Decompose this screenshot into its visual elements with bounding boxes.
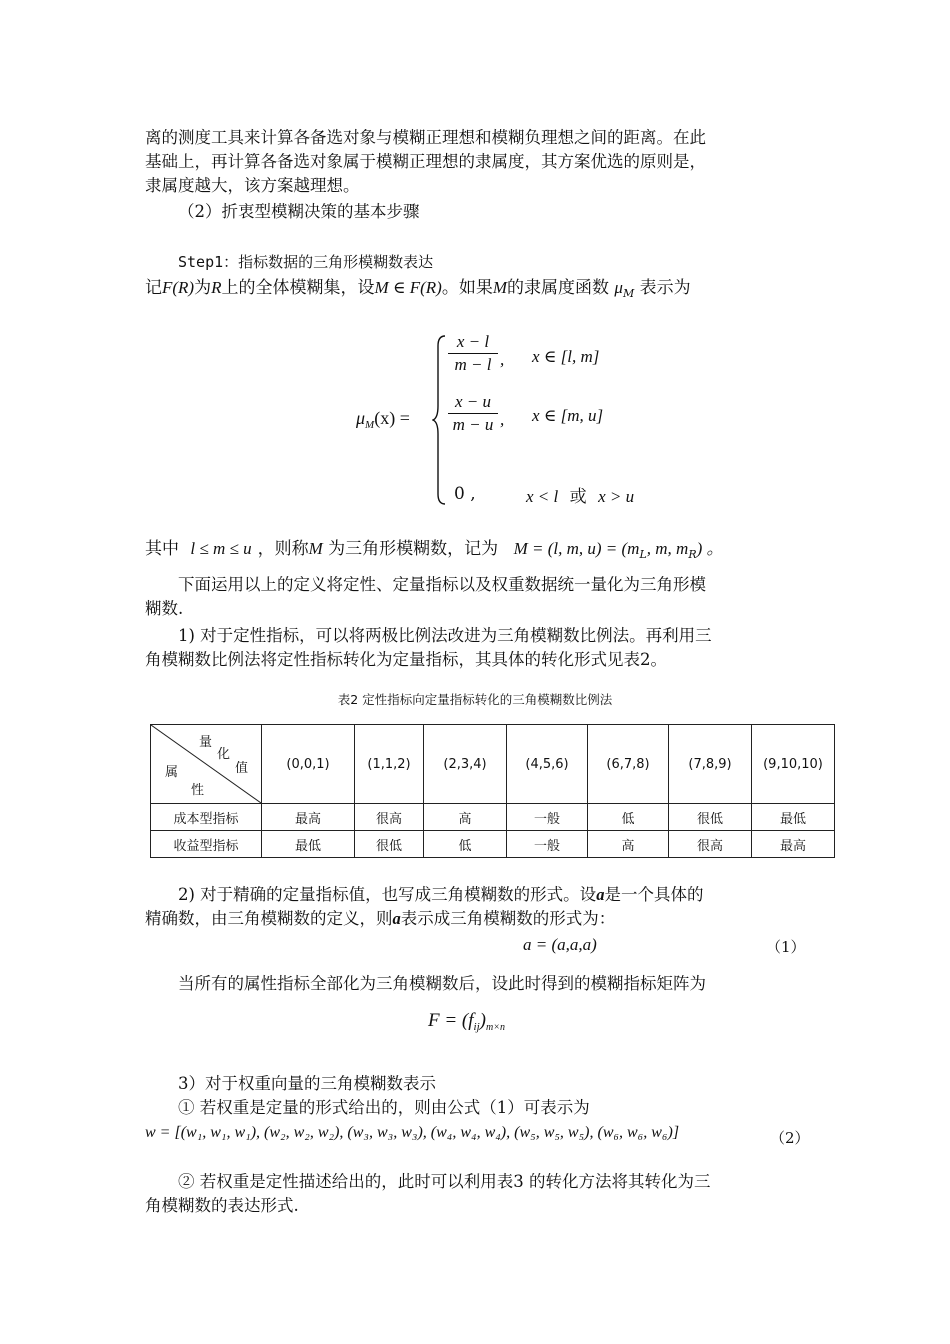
fraction-bar <box>448 353 498 354</box>
math-arg: (x) = <box>374 408 410 428</box>
text: 精确数，由三角模糊数的定义，则 <box>145 909 393 928</box>
sub-R: R <box>688 548 697 561</box>
math-mu: μ <box>614 278 623 297</box>
header-top-1: 量 <box>199 735 213 750</box>
definition-line <box>145 276 805 306</box>
text-line <box>145 883 805 907</box>
table-cell: 最低 <box>262 831 355 858</box>
math-mu: μ <box>356 408 366 428</box>
math-lmu: l ≤ m ≤ u <box>190 539 252 558</box>
table-cell: 最高 <box>752 831 835 858</box>
text-line: 基础上，再计算各备选对象属于模糊正理想的隶属度，其方案优选的原则是， <box>145 152 706 171</box>
paragraph-qualitative <box>145 624 805 672</box>
math-R: R <box>211 278 222 297</box>
case3-value: 0 , <box>454 484 476 504</box>
header-left-1: 属 <box>165 765 179 780</box>
paragraph-matrix: 当所有的属性指标全部化为三角模糊数后，设此时得到的模糊指标矩阵为 <box>178 974 706 993</box>
or-word: 或 <box>569 487 587 507</box>
math-triangular-end: ) 。 <box>696 539 724 558</box>
cond-b: x > u <box>598 487 635 506</box>
case1-fraction <box>448 332 498 375</box>
text-line: ② 若权重是定性描述给出的，此时可以利用表3 的转化方法将其转化为三 <box>178 1172 711 1191</box>
math-triangular-mid: , m, m <box>646 539 689 558</box>
table-caption: 表2 定性指标向定量指标转化的三角模糊数比例法 <box>337 692 613 707</box>
text-line: 糊数. <box>145 599 184 618</box>
numerator: x − l <box>456 332 490 351</box>
conversion-table <box>150 724 835 858</box>
cond-a: x < l <box>526 487 559 506</box>
header-left-2: 性 <box>191 783 205 798</box>
math-M: M <box>308 539 323 558</box>
table-cell: 低 <box>424 831 507 858</box>
table-row <box>151 831 835 858</box>
text-line: 1) 对于定性指标，可以将两极比例法改进为三角模糊数比例法。再利用三 <box>178 626 712 645</box>
step1-heading: Step1：指标数据的三角形模糊数表达 <box>178 253 434 271</box>
triangular-definition-line <box>145 537 805 567</box>
row-label: 成本型指标 <box>151 804 262 831</box>
paragraph-weight-qualitative <box>145 1170 805 1218</box>
text: 表示成三角模糊数的形式为： <box>400 909 616 928</box>
paragraph-precise <box>145 883 805 931</box>
text-line: 隶属度越大，该方案越理想。 <box>145 176 360 195</box>
math-mu-sub: M <box>622 287 635 300</box>
column-header: (6,7,8) <box>588 725 669 804</box>
text: 为 <box>194 278 212 298</box>
table-cell: 最高 <box>262 804 355 831</box>
math-a: a <box>596 885 605 904</box>
table-cell: 很高 <box>355 804 424 831</box>
table-cell: 高 <box>588 831 669 858</box>
table-row <box>151 804 835 831</box>
column-header: (0,0,1) <box>262 725 355 804</box>
fraction-bar <box>448 413 498 414</box>
case1-condition: x ∈ [l, m] <box>532 347 600 366</box>
math-M-in-FR: M ∈ F(R) <box>374 278 442 297</box>
equation-2-number: （2） <box>770 1129 810 1147</box>
text: ，则称 <box>257 539 309 559</box>
case2-condition: x ∈ [m, u] <box>532 406 604 425</box>
math-FR: F(R) <box>162 278 195 297</box>
column-header: (1,1,2) <box>355 725 424 804</box>
case2-comma: , <box>500 410 505 429</box>
text: 其中 <box>145 539 179 559</box>
math-M: M <box>492 278 507 297</box>
column-header: (4,5,6) <box>507 725 588 804</box>
section-heading-steps: （2）折衷型模糊决策的基本步骤 <box>178 202 420 221</box>
table-cell: 低 <box>588 804 669 831</box>
denominator: m − l <box>454 355 492 374</box>
math-a: a <box>392 909 401 928</box>
header-top-2: 化 <box>217 747 231 762</box>
matrix-sub: ij <box>473 1021 480 1033</box>
text-line <box>145 907 805 931</box>
row-label: 收益型指标 <box>151 831 262 858</box>
table-cell: 最低 <box>752 804 835 831</box>
text: 上的全体模糊集，设 <box>221 278 375 298</box>
matrix-equation <box>428 1010 505 1033</box>
numerator: x − u <box>454 392 492 411</box>
text: 表示为 <box>639 278 691 298</box>
table-cell: 一般 <box>507 831 588 858</box>
math-triangular: M = (l, m, u) = (m <box>513 539 640 558</box>
text: 2) 对于精确的定量指标值，也写成三角模糊数的形式。设 <box>178 885 597 904</box>
text-line: 离的测度工具来计算各备选对象与模糊正理想和模糊负理想之间的距离。在此 <box>145 128 706 147</box>
matrix-dim: m×n <box>486 1022 505 1033</box>
piecewise-lhs <box>356 408 410 431</box>
left-brace-icon <box>432 334 448 506</box>
case2-fraction <box>448 392 498 435</box>
table-cell: 一般 <box>507 804 588 831</box>
table-header-row <box>151 725 835 804</box>
table-cell: 很低 <box>669 804 752 831</box>
column-header: (2,3,4) <box>424 725 507 804</box>
text: 记 <box>145 278 162 298</box>
text: 为三角形模糊数，记为 <box>328 539 499 559</box>
matrix-close: ) <box>479 1010 486 1031</box>
table-cell: 很低 <box>355 831 424 858</box>
case1-comma: , <box>500 350 505 369</box>
paragraph-distance <box>145 126 805 198</box>
text-line: 下面运用以上的定义将定性、定量指标以及权重数据统一量化为三角形模 <box>178 575 706 594</box>
column-header: (9,10,10) <box>752 725 835 804</box>
paragraph-weight: 3）对于权重向量的三角模糊数表示 <box>178 1074 436 1093</box>
equation-1-number: （1） <box>766 938 806 956</box>
text: 是一个具体的 <box>604 885 704 904</box>
paragraph-weight-quantitative: ① 若权重是定量的形式给出的，则由公式（1）可表示为 <box>178 1098 590 1117</box>
text-line: 角模糊数的表达形式. <box>145 1196 299 1215</box>
header-top-3: 值 <box>235 761 249 776</box>
paragraph-intro <box>145 573 805 621</box>
sub-L: L <box>639 548 647 561</box>
math-mu-sub: M <box>365 419 375 431</box>
denominator: m − u <box>452 415 494 434</box>
text: 的隶属度函数 <box>507 278 609 298</box>
diagonal-header-cell <box>151 725 262 804</box>
text: 。如果 <box>441 278 493 298</box>
column-header: (7,8,9) <box>669 725 752 804</box>
equation-1: a = (a,a,a) <box>523 935 597 954</box>
text-line: 角模糊数比例法将定性指标转化为定量指标，其具体的转化形式见表2。 <box>145 650 667 669</box>
matrix-F: F = (f <box>428 1010 474 1031</box>
case3-condition <box>526 482 634 507</box>
weight-equation: w = [(w₁, w₁, w₁), (w₂, w₂, w₂), (w₃, w₃, w₃), (w₄, w₄, w₄), (w₅, w₅, w₅), (w₆, w₆, w₆)] <box>145 1124 680 1141</box>
table-cell: 很高 <box>669 831 752 858</box>
table-cell: 高 <box>424 804 507 831</box>
